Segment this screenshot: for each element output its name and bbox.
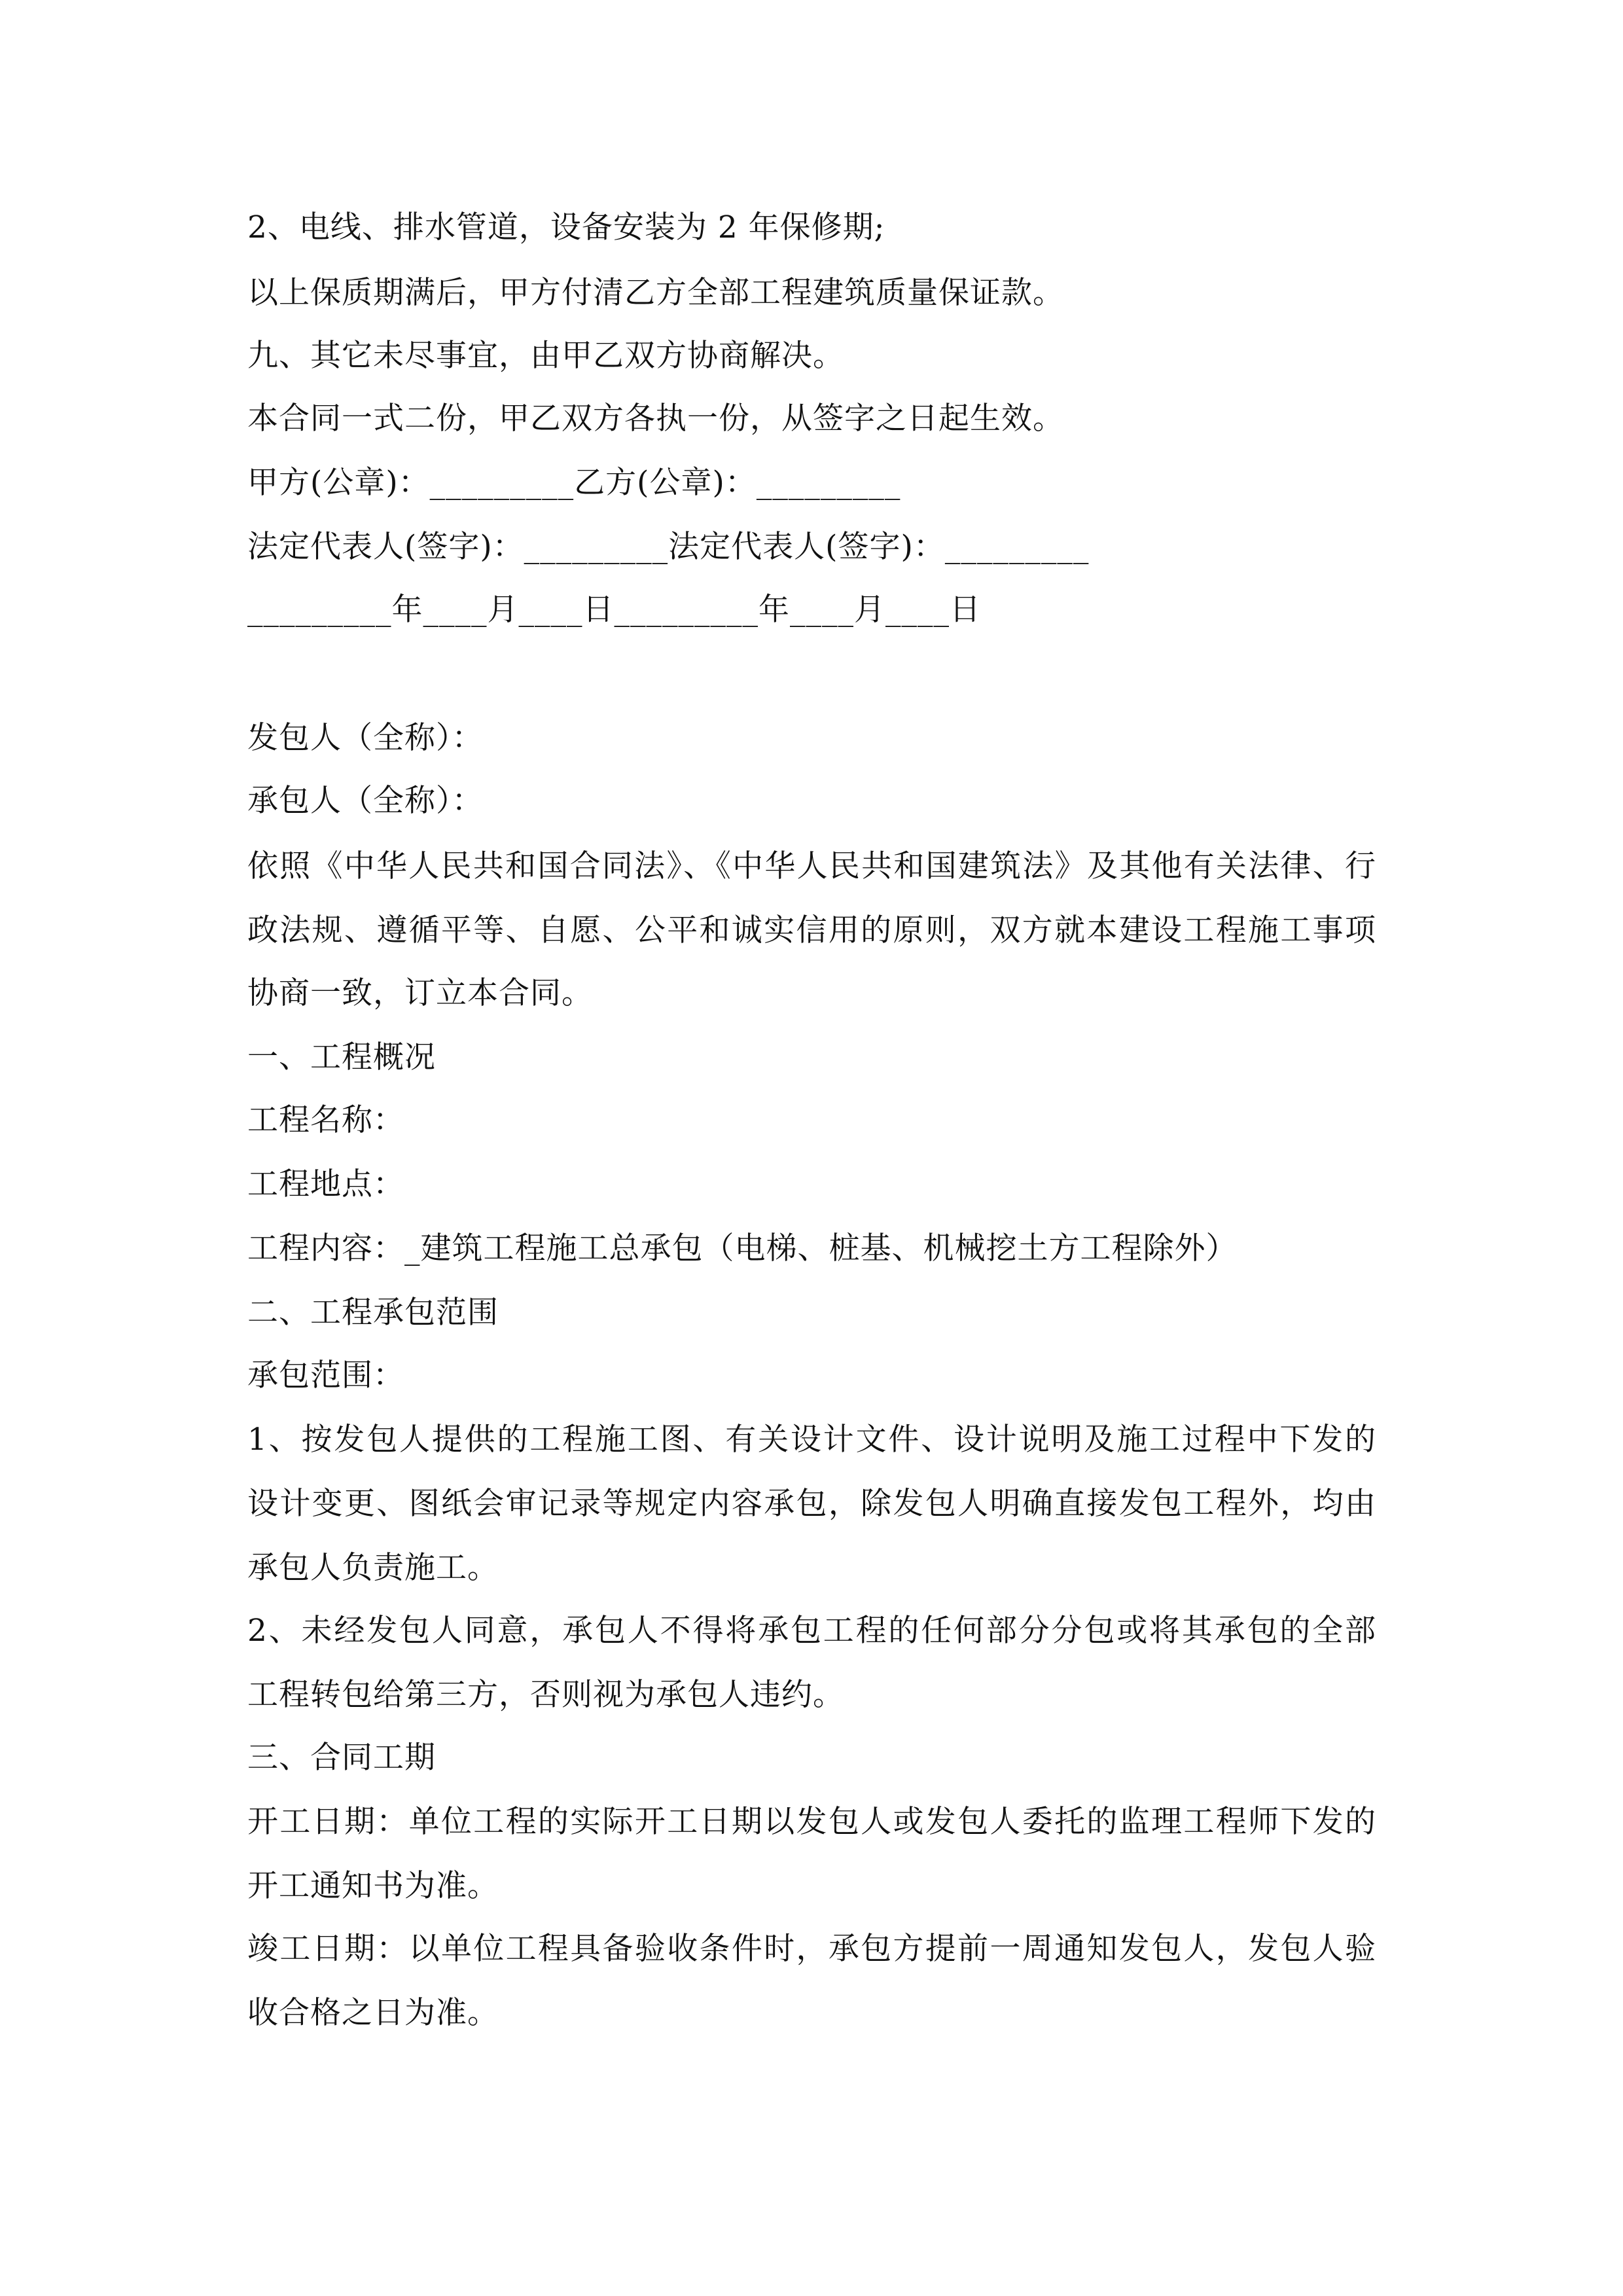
scope-item-1-line-3: 承包人负责施工。 <box>247 1550 499 1586</box>
signature-date-line: _________年____月____日_________年____月____日 <box>247 592 981 628</box>
finish-date-line-2: 收合格之日为准。 <box>247 1995 499 2031</box>
preamble-line-1: 依照《中华人民共和国合同法》、《中华人民共和国建筑法》及其他有关法律、行 <box>247 848 1376 884</box>
scope-item-2-line-2: 工程转包给第三方，否则视为承包人违约。 <box>247 1677 844 1713</box>
scope-item-2-line-1: 2、未经发包人同意，承包人不得将承包工程的任何部分分包或将其承包的全部 <box>247 1613 1376 1649</box>
copies-line: 本合同一式二份，甲乙双方各执一份，从签字之日起生效。 <box>247 401 1064 437</box>
seal-signature-line: 甲方(公章)：_________乙方(公章)：_________ <box>247 465 901 501</box>
project-name-line: 工程名称： <box>247 1102 404 1138</box>
scope-item-1-line-2: 设计变更、图纸会审记录等规定内容承包，除发包人明确直接发包工程外，均由 <box>247 1486 1376 1522</box>
warranty-payment-line: 以上保质期满后，甲方付清乙方全部工程建筑质量保证款。 <box>247 275 1064 311</box>
representative-signature-line: 法定代表人(签字)：_________法定代表人(签字)：_________ <box>247 529 1090 565</box>
scope-item-1-line-1: 1、按发包人提供的工程施工图、有关设计文件、设计说明及施工过程中下发的 <box>247 1422 1376 1458</box>
preamble-line-3: 协商一致，订立本合同。 <box>247 975 593 1011</box>
project-content-line: 工程内容：_建筑工程施工总承包（电梯、桩基、机械挖土方工程除外） <box>247 1230 1238 1266</box>
start-date-line-1: 开工日期：单位工程的实际开工日期以发包人或发包人委托的监理工程师下发的 <box>247 1804 1376 1840</box>
section-title-scope: 二、工程承包范围 <box>247 1295 499 1331</box>
preamble-line-2: 政法规、遵循平等、自愿、公平和诚实信用的原则，双方就本建设工程施工事项 <box>247 912 1376 948</box>
warranty-clause-line: 2、电线、排水管道，设备安装为 2 年保修期; <box>247 209 885 245</box>
finish-date-line-1: 竣工日期：以单位工程具备验收条件时，承包方提前一周通知发包人，发包人验 <box>247 1931 1376 1967</box>
section-title-overview: 一、工程概况 <box>247 1039 436 1075</box>
employer-line: 发包人（全称）： <box>247 720 484 756</box>
clause-nine-line: 九、其它未尽事宜，由甲乙双方协商解决。 <box>247 338 844 374</box>
project-location-line: 工程地点： <box>247 1166 404 1202</box>
contractor-line: 承包人（全称）： <box>247 783 484 819</box>
start-date-line-2: 开工通知书为准。 <box>247 1868 499 1904</box>
scope-label-line: 承包范围： <box>247 1357 404 1393</box>
section-title-duration: 三、合同工期 <box>247 1740 436 1776</box>
